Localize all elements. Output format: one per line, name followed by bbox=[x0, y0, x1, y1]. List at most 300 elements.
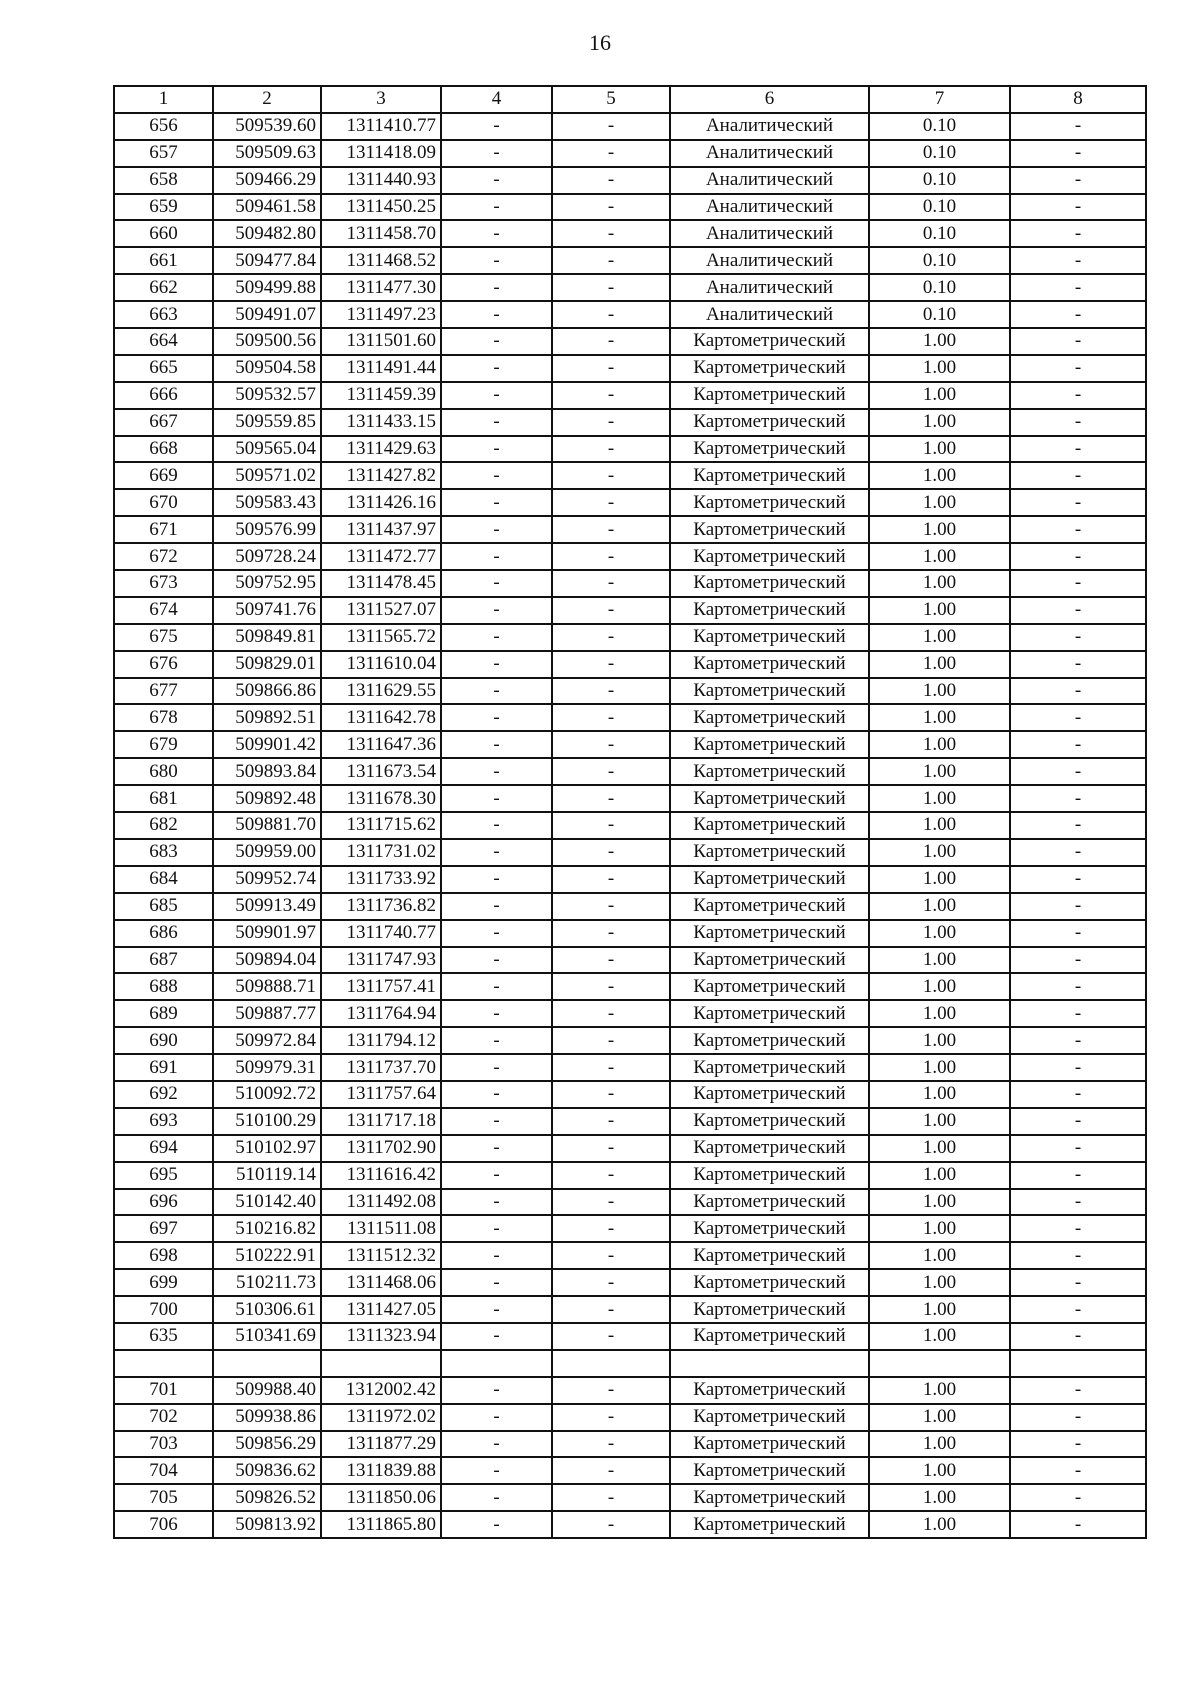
table-row bbox=[114, 1269, 1146, 1296]
table-cell: Картометрический bbox=[670, 1431, 869, 1458]
table-cell: - bbox=[1010, 1054, 1146, 1081]
table-cell: 509894.04 bbox=[213, 947, 321, 974]
table-cell: 509856.29 bbox=[213, 1431, 321, 1458]
table-cell: 686 bbox=[114, 920, 213, 947]
table-cell: Картометрический bbox=[670, 1404, 869, 1431]
table-cell: 706 bbox=[114, 1511, 213, 1538]
table-cell: - bbox=[552, 247, 670, 274]
table-cell: Аналитический bbox=[670, 140, 869, 167]
table-row bbox=[114, 489, 1146, 516]
table-cell: 1.00 bbox=[869, 839, 1010, 866]
table-cell: 1311702.90 bbox=[321, 1135, 441, 1162]
table-cell: 676 bbox=[114, 651, 213, 678]
table-cell: - bbox=[552, 973, 670, 1000]
table-cell: - bbox=[1010, 328, 1146, 355]
table-cell: - bbox=[1010, 785, 1146, 812]
table-cell: 510119.14 bbox=[213, 1162, 321, 1189]
table-cell: - bbox=[552, 704, 670, 731]
table-cell: 700 bbox=[114, 1296, 213, 1323]
table-cell: 1.00 bbox=[869, 543, 1010, 570]
table-row bbox=[114, 113, 1146, 140]
table-cell: 1.00 bbox=[869, 328, 1010, 355]
table-cell: 1311410.77 bbox=[321, 113, 441, 140]
table-row bbox=[114, 355, 1146, 382]
table-cell: 509539.60 bbox=[213, 113, 321, 140]
table-row bbox=[114, 194, 1146, 221]
table-cell: 656 bbox=[114, 113, 213, 140]
table-cell bbox=[441, 1350, 552, 1377]
table-cell: 509559.85 bbox=[213, 409, 321, 436]
table-cell: 509491.07 bbox=[213, 301, 321, 328]
table-cell: 1.00 bbox=[869, 1323, 1010, 1350]
table-cell: - bbox=[1010, 140, 1146, 167]
table-cell: 1.00 bbox=[869, 1269, 1010, 1296]
table-cell: 510306.61 bbox=[213, 1296, 321, 1323]
table-cell: - bbox=[552, 893, 670, 920]
table-cell: 1311458.70 bbox=[321, 220, 441, 247]
table-cell: Картометрический bbox=[670, 1242, 869, 1269]
table-cell: 1311629.55 bbox=[321, 678, 441, 705]
table-cell: Аналитический bbox=[670, 274, 869, 301]
table-cell: - bbox=[1010, 624, 1146, 651]
column-header: 3 bbox=[321, 86, 441, 113]
table-cell: - bbox=[441, 409, 552, 436]
table-cell: Картометрический bbox=[670, 866, 869, 893]
table-cell: 1.00 bbox=[869, 704, 1010, 731]
table-cell: 705 bbox=[114, 1484, 213, 1511]
table-cell: - bbox=[552, 382, 670, 409]
column-header: 2 bbox=[213, 86, 321, 113]
table-cell: 1.00 bbox=[869, 355, 1010, 382]
table-cell: Картометрический bbox=[670, 489, 869, 516]
table-cell: 1311418.09 bbox=[321, 140, 441, 167]
table-cell: Картометрический bbox=[670, 462, 869, 489]
table-cell: 659 bbox=[114, 194, 213, 221]
table-cell: Картометрический bbox=[670, 1296, 869, 1323]
column-header: 4 bbox=[441, 86, 552, 113]
table-row bbox=[114, 140, 1146, 167]
column-header: 1 bbox=[114, 86, 213, 113]
table-cell: - bbox=[441, 1431, 552, 1458]
table-cell: - bbox=[1010, 758, 1146, 785]
table-row bbox=[114, 1350, 1146, 1377]
table-cell: - bbox=[441, 355, 552, 382]
table-cell: - bbox=[552, 1404, 670, 1431]
table-cell: 1.00 bbox=[869, 570, 1010, 597]
table-cell: - bbox=[441, 301, 552, 328]
table-cell bbox=[670, 1350, 869, 1377]
table-cell: 1.00 bbox=[869, 624, 1010, 651]
table-cell: 1.00 bbox=[869, 758, 1010, 785]
table-cell: 661 bbox=[114, 247, 213, 274]
table-cell: - bbox=[1010, 597, 1146, 624]
table-cell: - bbox=[1010, 1081, 1146, 1108]
table-cell: - bbox=[441, 704, 552, 731]
table-cell: - bbox=[1010, 1215, 1146, 1242]
table-row bbox=[114, 1242, 1146, 1269]
table-cell: Картометрический bbox=[670, 1377, 869, 1404]
table-row bbox=[114, 866, 1146, 893]
table-cell: - bbox=[1010, 1108, 1146, 1135]
table-cell: 665 bbox=[114, 355, 213, 382]
table-cell: 1.00 bbox=[869, 731, 1010, 758]
table-cell: 0.10 bbox=[869, 113, 1010, 140]
table-cell: 1.00 bbox=[869, 1054, 1010, 1081]
table-cell: Картометрический bbox=[670, 543, 869, 570]
table-cell: - bbox=[1010, 1511, 1146, 1538]
table-cell: 685 bbox=[114, 893, 213, 920]
table-cell: 1.00 bbox=[869, 1027, 1010, 1054]
table-cell: Картометрический bbox=[670, 1000, 869, 1027]
table-cell: - bbox=[552, 1027, 670, 1054]
column-header: 5 bbox=[552, 86, 670, 113]
table-cell: 1.00 bbox=[869, 516, 1010, 543]
table-cell: 1311512.32 bbox=[321, 1242, 441, 1269]
table-cell: 657 bbox=[114, 140, 213, 167]
table-cell: 509849.81 bbox=[213, 624, 321, 651]
table-cell: - bbox=[552, 947, 670, 974]
table-cell: 671 bbox=[114, 516, 213, 543]
table-cell: 510211.73 bbox=[213, 1269, 321, 1296]
table-cell: - bbox=[552, 1054, 670, 1081]
table-cell: 510142.40 bbox=[213, 1189, 321, 1216]
table-cell: 1.00 bbox=[869, 678, 1010, 705]
table-cell: 1.00 bbox=[869, 866, 1010, 893]
table-cell: 0.10 bbox=[869, 274, 1010, 301]
table-cell: - bbox=[552, 1162, 670, 1189]
table-cell: - bbox=[441, 1404, 552, 1431]
table-cell: 1311794.12 bbox=[321, 1027, 441, 1054]
table-cell: - bbox=[552, 436, 670, 463]
table-cell: - bbox=[441, 382, 552, 409]
table-cell: 1311737.70 bbox=[321, 1054, 441, 1081]
table-cell: 509972.84 bbox=[213, 1027, 321, 1054]
table-cell: 509509.63 bbox=[213, 140, 321, 167]
table-row bbox=[114, 1377, 1146, 1404]
table-row bbox=[114, 1215, 1146, 1242]
table-cell: - bbox=[552, 328, 670, 355]
table-cell: - bbox=[441, 678, 552, 705]
page-number: 16 bbox=[589, 30, 611, 55]
table-cell: 675 bbox=[114, 624, 213, 651]
table-cell: - bbox=[552, 167, 670, 194]
table-cell: 510100.29 bbox=[213, 1108, 321, 1135]
table-cell: - bbox=[1010, 651, 1146, 678]
table-cell: 1311715.62 bbox=[321, 812, 441, 839]
table-cell: - bbox=[1010, 436, 1146, 463]
table-cell: 1311736.82 bbox=[321, 893, 441, 920]
table-cell: - bbox=[1010, 866, 1146, 893]
table-cell: - bbox=[441, 247, 552, 274]
table-cell: - bbox=[441, 436, 552, 463]
table-cell: - bbox=[1010, 1135, 1146, 1162]
table-cell: - bbox=[1010, 194, 1146, 221]
table-cell: Аналитический bbox=[670, 113, 869, 140]
table-cell: - bbox=[1010, 462, 1146, 489]
table-row bbox=[114, 678, 1146, 705]
table-cell: 677 bbox=[114, 678, 213, 705]
table-cell: Картометрический bbox=[670, 1081, 869, 1108]
table-cell: - bbox=[552, 866, 670, 893]
table-row bbox=[114, 436, 1146, 463]
table-cell: - bbox=[441, 274, 552, 301]
table-cell: - bbox=[441, 785, 552, 812]
table-cell: - bbox=[441, 1027, 552, 1054]
table-cell: 0.10 bbox=[869, 247, 1010, 274]
table-cell: Картометрический bbox=[670, 731, 869, 758]
table-cell: - bbox=[441, 947, 552, 974]
table-row bbox=[114, 462, 1146, 489]
table-cell: - bbox=[552, 1296, 670, 1323]
table-cell: Картометрический bbox=[670, 328, 869, 355]
table-cell: - bbox=[441, 516, 552, 543]
table-cell: - bbox=[1010, 1027, 1146, 1054]
table-cell: - bbox=[552, 1242, 670, 1269]
table-cell: 1311731.02 bbox=[321, 839, 441, 866]
table-cell: 509565.04 bbox=[213, 436, 321, 463]
table-cell: 510222.91 bbox=[213, 1242, 321, 1269]
table-cell: 692 bbox=[114, 1081, 213, 1108]
coordinates-table bbox=[113, 85, 1147, 1539]
table-cell: - bbox=[441, 1162, 552, 1189]
table-cell: 509571.02 bbox=[213, 462, 321, 489]
table-row bbox=[114, 543, 1146, 570]
table-cell: - bbox=[552, 570, 670, 597]
table-cell: 1.00 bbox=[869, 947, 1010, 974]
table-cell: Картометрический bbox=[670, 382, 869, 409]
table-cell: 1311491.44 bbox=[321, 355, 441, 382]
table-cell: - bbox=[1010, 1323, 1146, 1350]
table-cell: 1.00 bbox=[869, 1215, 1010, 1242]
table-cell: 681 bbox=[114, 785, 213, 812]
table-cell: 510216.82 bbox=[213, 1215, 321, 1242]
table-cell: - bbox=[552, 1189, 670, 1216]
column-header: 6 bbox=[670, 86, 869, 113]
table-row bbox=[114, 731, 1146, 758]
table-cell: 1.00 bbox=[869, 409, 1010, 436]
table-cell: - bbox=[441, 1054, 552, 1081]
table-cell: - bbox=[552, 1269, 670, 1296]
table-cell: - bbox=[552, 113, 670, 140]
table-cell: - bbox=[1010, 113, 1146, 140]
table-cell: 703 bbox=[114, 1431, 213, 1458]
table-row bbox=[114, 409, 1146, 436]
table-cell: 666 bbox=[114, 382, 213, 409]
table-cell: 1.00 bbox=[869, 785, 1010, 812]
table-cell: - bbox=[552, 1377, 670, 1404]
table-cell: - bbox=[1010, 543, 1146, 570]
table-cell: 1311478.45 bbox=[321, 570, 441, 597]
table-cell: - bbox=[441, 220, 552, 247]
table-cell: 682 bbox=[114, 812, 213, 839]
table-cell: 1311437.97 bbox=[321, 516, 441, 543]
table-cell: Картометрический bbox=[670, 651, 869, 678]
table-cell: Картометрический bbox=[670, 1484, 869, 1511]
table-cell: 509979.31 bbox=[213, 1054, 321, 1081]
table-row bbox=[114, 301, 1146, 328]
table-cell: 510341.69 bbox=[213, 1323, 321, 1350]
table-cell: 698 bbox=[114, 1242, 213, 1269]
table-row bbox=[114, 1135, 1146, 1162]
table-cell: 509959.00 bbox=[213, 839, 321, 866]
table-cell: 1311511.08 bbox=[321, 1215, 441, 1242]
table-cell: 1311865.80 bbox=[321, 1511, 441, 1538]
table-cell: 509952.74 bbox=[213, 866, 321, 893]
table-cell: 1311477.30 bbox=[321, 274, 441, 301]
table-cell: Картометрический bbox=[670, 436, 869, 463]
table-cell: - bbox=[1010, 1457, 1146, 1484]
table-row bbox=[114, 1457, 1146, 1484]
column-header: 7 bbox=[869, 86, 1010, 113]
table-cell: 670 bbox=[114, 489, 213, 516]
table-cell: Картометрический bbox=[670, 1054, 869, 1081]
table-row bbox=[114, 1162, 1146, 1189]
table-cell: 509532.57 bbox=[213, 382, 321, 409]
table-cell: - bbox=[552, 1108, 670, 1135]
table-cell: 0.10 bbox=[869, 194, 1010, 221]
table-cell: 635 bbox=[114, 1323, 213, 1350]
table-cell: 509836.62 bbox=[213, 1457, 321, 1484]
table-cell: - bbox=[1010, 516, 1146, 543]
table-cell: 1311610.04 bbox=[321, 651, 441, 678]
table-cell: Картометрический bbox=[670, 409, 869, 436]
table-cell: 669 bbox=[114, 462, 213, 489]
table-row bbox=[114, 597, 1146, 624]
table-row bbox=[114, 758, 1146, 785]
table-cell: - bbox=[1010, 812, 1146, 839]
table-cell: - bbox=[441, 893, 552, 920]
table-cell: 696 bbox=[114, 1189, 213, 1216]
table-cell: 509888.71 bbox=[213, 973, 321, 1000]
table-cell: - bbox=[441, 758, 552, 785]
table-cell: 673 bbox=[114, 570, 213, 597]
table-cell: 510102.97 bbox=[213, 1135, 321, 1162]
table-cell: - bbox=[552, 1511, 670, 1538]
table-cell: 509892.48 bbox=[213, 785, 321, 812]
table-cell: 1311427.82 bbox=[321, 462, 441, 489]
table-row bbox=[114, 328, 1146, 355]
table-cell: 509752.95 bbox=[213, 570, 321, 597]
table-cell: 1311427.05 bbox=[321, 1296, 441, 1323]
table-cell: 1.00 bbox=[869, 651, 1010, 678]
table-cell: 1311647.36 bbox=[321, 731, 441, 758]
table-cell: - bbox=[441, 1296, 552, 1323]
table-cell: 1.00 bbox=[869, 489, 1010, 516]
table-cell: 660 bbox=[114, 220, 213, 247]
table-cell: 1311433.15 bbox=[321, 409, 441, 436]
table-cell: 1311501.60 bbox=[321, 328, 441, 355]
table-row bbox=[114, 274, 1146, 301]
table-row bbox=[114, 1000, 1146, 1027]
table-cell: 1312002.42 bbox=[321, 1377, 441, 1404]
table-cell: 1311323.94 bbox=[321, 1323, 441, 1350]
table-cell: 664 bbox=[114, 328, 213, 355]
table-cell: 509887.77 bbox=[213, 1000, 321, 1027]
table-cell: 1311642.78 bbox=[321, 704, 441, 731]
table-cell: 509499.88 bbox=[213, 274, 321, 301]
table-cell: Картометрический bbox=[670, 812, 869, 839]
table-cell: - bbox=[552, 543, 670, 570]
table-cell: 1311877.29 bbox=[321, 1431, 441, 1458]
table-cell: Картометрический bbox=[670, 1269, 869, 1296]
table-cell: 1.00 bbox=[869, 1431, 1010, 1458]
table-row bbox=[114, 1081, 1146, 1108]
table-row bbox=[114, 1027, 1146, 1054]
table-cell: 509500.56 bbox=[213, 328, 321, 355]
table-cell: 509826.52 bbox=[213, 1484, 321, 1511]
table-cell: 702 bbox=[114, 1404, 213, 1431]
table-cell: - bbox=[441, 812, 552, 839]
table-cell: 679 bbox=[114, 731, 213, 758]
table-cell: - bbox=[441, 1215, 552, 1242]
table-cell bbox=[321, 1350, 441, 1377]
table-cell: - bbox=[1010, 274, 1146, 301]
table-cell: Картометрический bbox=[670, 1323, 869, 1350]
table-cell: - bbox=[552, 785, 670, 812]
table-cell: 688 bbox=[114, 973, 213, 1000]
table-cell: 694 bbox=[114, 1135, 213, 1162]
table-cell: 1311678.30 bbox=[321, 785, 441, 812]
table-cell: - bbox=[441, 489, 552, 516]
table-cell: - bbox=[1010, 167, 1146, 194]
table-cell: - bbox=[441, 113, 552, 140]
table-cell: 683 bbox=[114, 839, 213, 866]
table-cell: 1.00 bbox=[869, 436, 1010, 463]
table-row bbox=[114, 839, 1146, 866]
table-cell: - bbox=[552, 194, 670, 221]
table-cell: 1.00 bbox=[869, 1457, 1010, 1484]
table-cell: - bbox=[1010, 1162, 1146, 1189]
table-row bbox=[114, 1404, 1146, 1431]
table-cell: 509892.51 bbox=[213, 704, 321, 731]
table-cell: - bbox=[441, 651, 552, 678]
table-cell: Картометрический bbox=[670, 1189, 869, 1216]
table-cell: - bbox=[1010, 570, 1146, 597]
table-cell: - bbox=[441, 839, 552, 866]
table-cell: - bbox=[552, 516, 670, 543]
table-cell: 691 bbox=[114, 1054, 213, 1081]
table-row bbox=[114, 651, 1146, 678]
table-cell: - bbox=[1010, 489, 1146, 516]
table-cell: 509901.42 bbox=[213, 731, 321, 758]
table-cell: 1.00 bbox=[869, 812, 1010, 839]
table-cell: 680 bbox=[114, 758, 213, 785]
table-cell: - bbox=[1010, 839, 1146, 866]
table-cell: Картометрический bbox=[670, 893, 869, 920]
table-cell: 663 bbox=[114, 301, 213, 328]
table-cell: - bbox=[441, 973, 552, 1000]
table-cell bbox=[114, 1350, 213, 1377]
table-cell: 689 bbox=[114, 1000, 213, 1027]
table-cell: Картометрический bbox=[670, 1162, 869, 1189]
table-cell: Картометрический bbox=[670, 1511, 869, 1538]
table-cell: 1311492.08 bbox=[321, 1189, 441, 1216]
table-cell: 509893.84 bbox=[213, 758, 321, 785]
table-cell: 1.00 bbox=[869, 1135, 1010, 1162]
table-cell: 1.00 bbox=[869, 1404, 1010, 1431]
table-cell: 1311459.39 bbox=[321, 382, 441, 409]
table-cell: 697 bbox=[114, 1215, 213, 1242]
table-cell: - bbox=[441, 194, 552, 221]
table-cell: - bbox=[552, 920, 670, 947]
table-cell: - bbox=[552, 140, 670, 167]
table-cell: - bbox=[441, 1323, 552, 1350]
table-cell: - bbox=[1010, 678, 1146, 705]
table-cell: 1.00 bbox=[869, 1511, 1010, 1538]
table-cell: 1311839.88 bbox=[321, 1457, 441, 1484]
table-cell: - bbox=[441, 597, 552, 624]
table-cell: 1.00 bbox=[869, 1189, 1010, 1216]
